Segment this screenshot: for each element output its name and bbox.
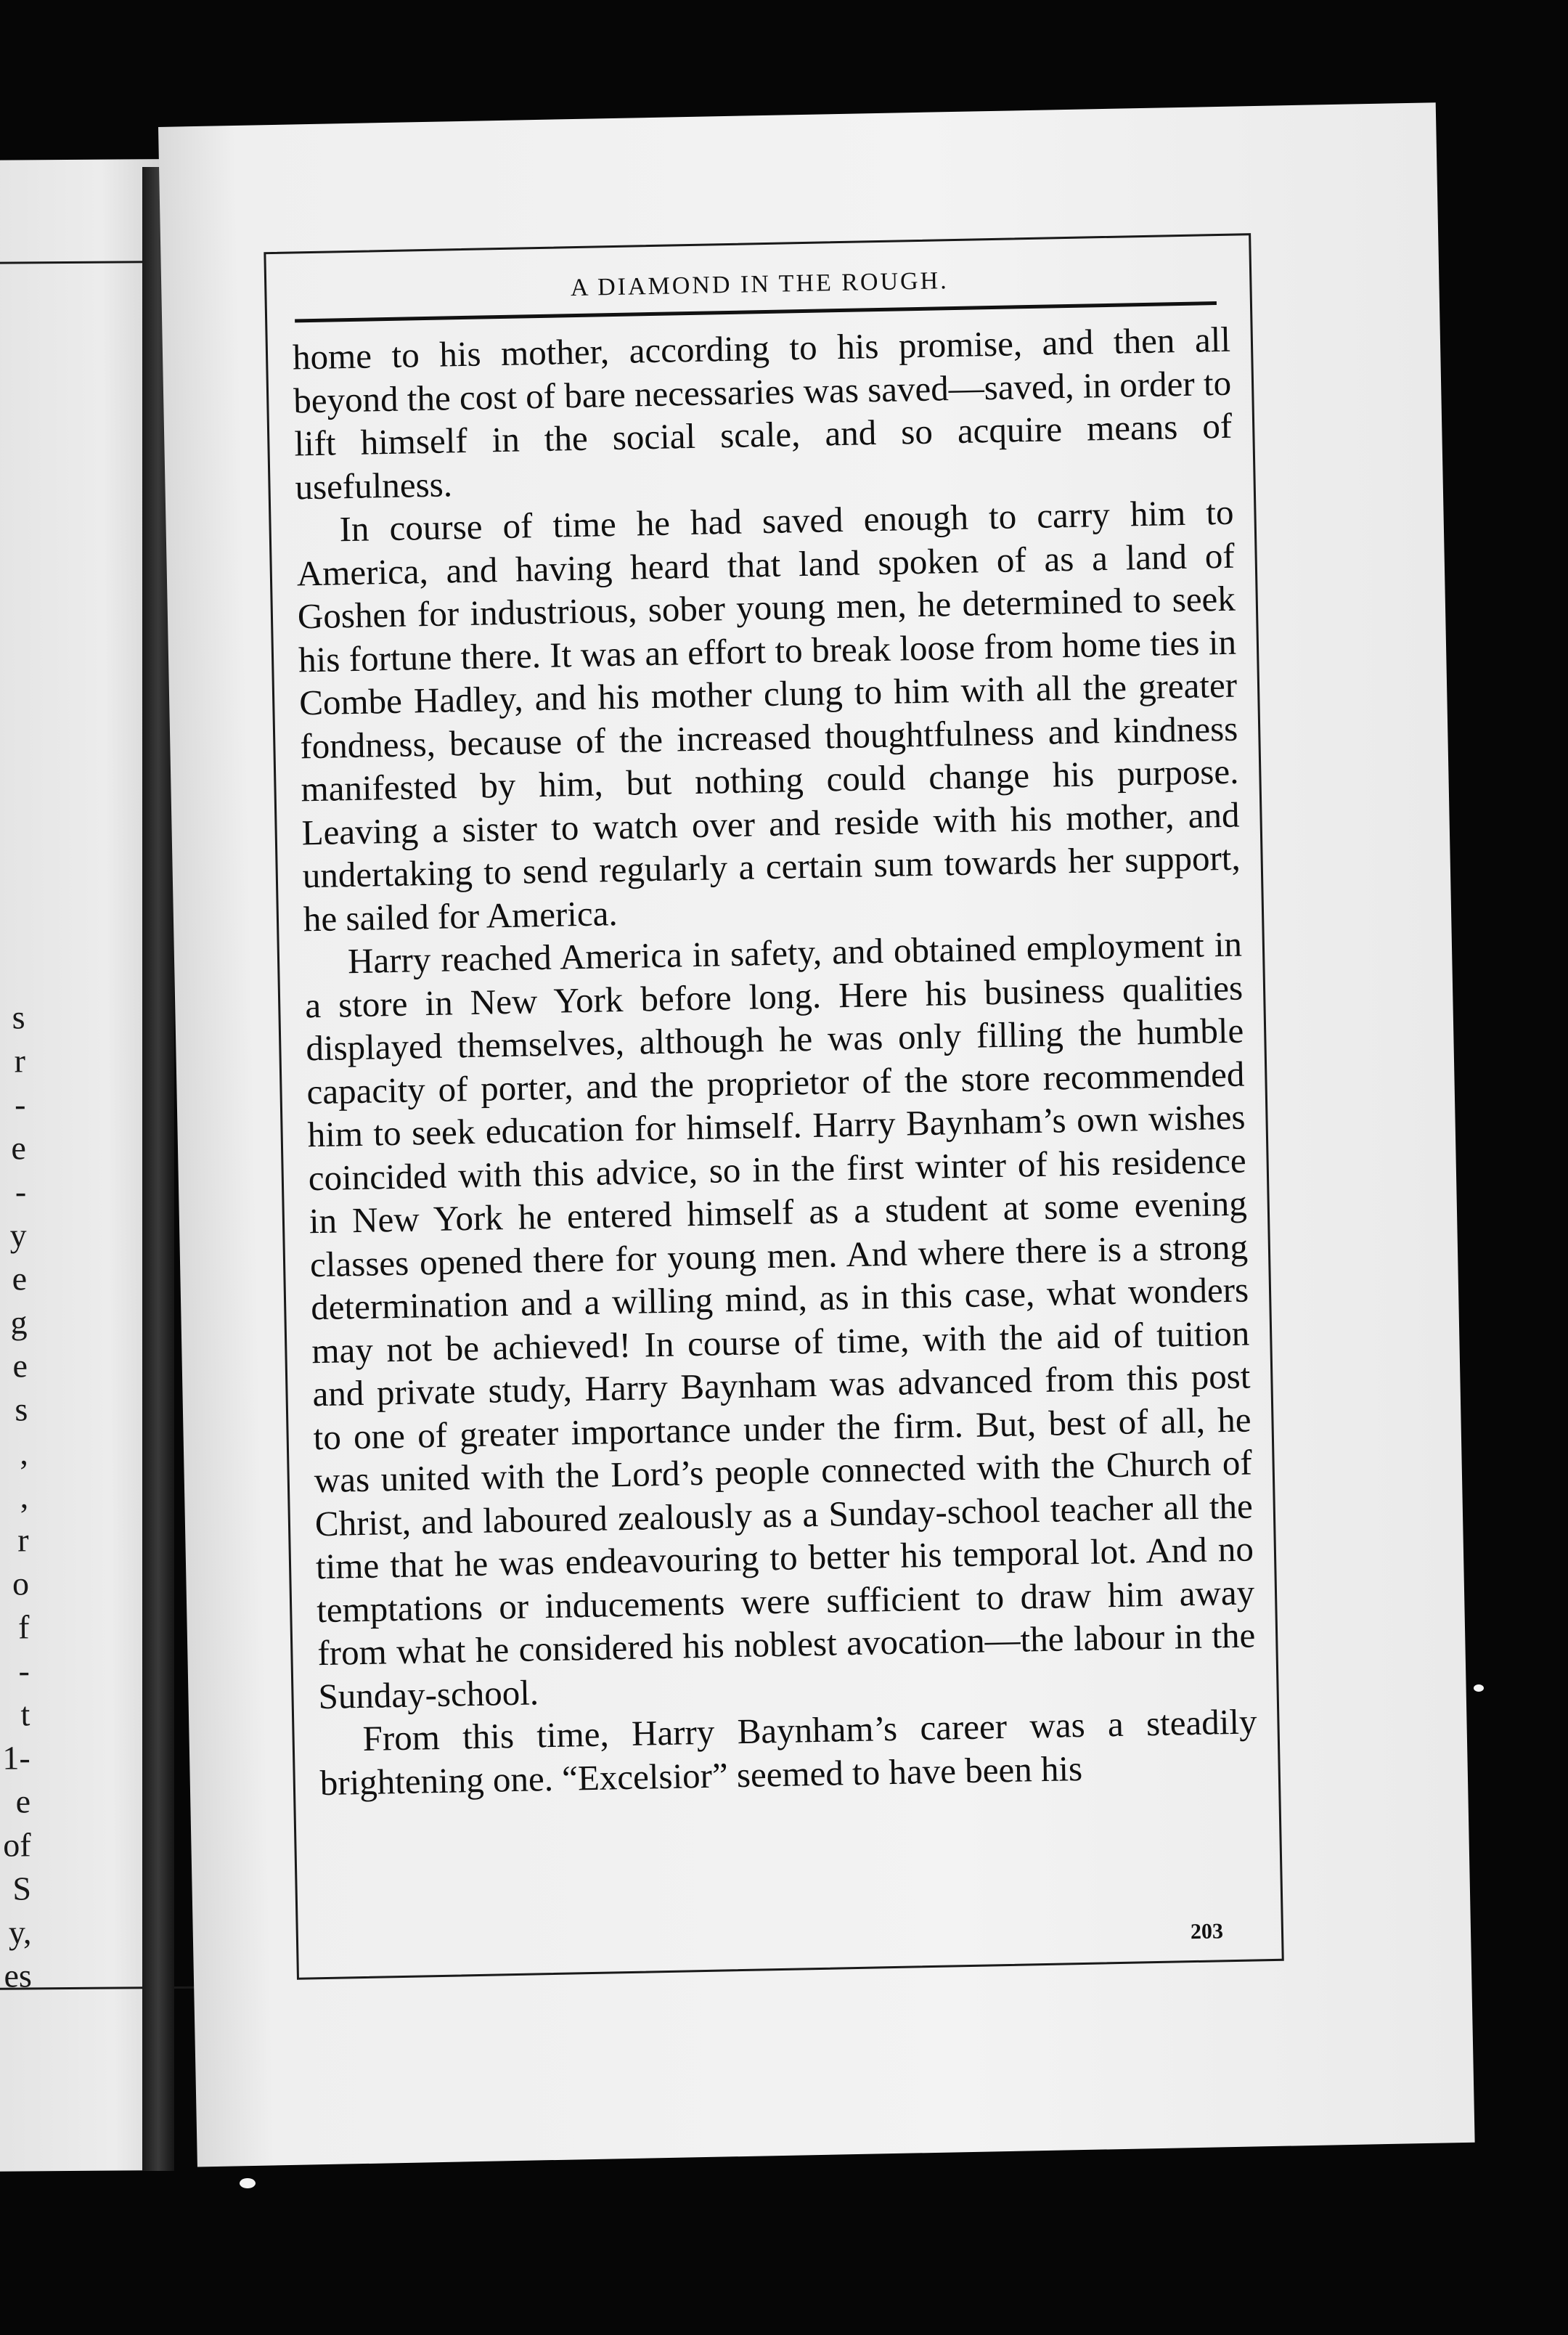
dust-speck [1474,1684,1484,1692]
left-page-glyph: e [15,1782,31,1820]
body-text [293,318,1259,1804]
left-page-glyph: t [20,1695,30,1733]
left-page-glyph: - [15,1173,27,1210]
left-page-glyph: o [12,1565,30,1602]
left-page-glyph: S [12,1870,32,1907]
left-page-glyph: y, [8,1913,32,1951]
left-page-glyph: 1- [2,1739,30,1777]
page-number: 203 [1190,1919,1224,1944]
left-page-glyph: e [12,1347,28,1385]
left-page-glyph: r [17,1521,29,1559]
left-page-glyph: s [15,1390,28,1428]
left-page-glyph: s [12,998,25,1036]
left-page-glyph: , [20,1434,28,1472]
paragraph: From this time, Harry Baynham’s career was a steadily brightening one. “Excelsior” seemed to have been his [319,1701,1257,1803]
paragraph: home to his mother, according to his promise, and then all beyond the cost of bare necessaries was saved—saved, in order to lift himself in the social scale, and so acquire means of usefulness. [292,319,1233,507]
running-head: A DIAMOND IN THE ROUGH. [570,267,949,302]
dust-speck [240,2178,256,2188]
left-page-glyph: , [20,1478,29,1515]
left-page-glyph: f [17,1608,30,1646]
paragraph: In course of time he had saved enough to carry him to America, and having heard that land spoken of as a land of Goshen for industrious, sober young men, he determined to seek his fortune there. It was an effort to break loose from home ties in Combe Hadley, and his mother clung to him with all the greater fondness, because of the increased thoughtfulness and kindness manifested by him, but nothing could change his purpose. Leaving a sister to watch over and reside with his mother, and undertaking to send regularly a certain sum towards her support, he sailed for America. [296,492,1241,939]
left-page-glyph: - [14,1085,26,1123]
left-page-glyph: es [4,1957,32,1994]
left-page-glyph: - [18,1652,30,1690]
left-page-glyph: y [9,1216,27,1254]
left-page-glyph: r [14,1042,26,1080]
book-page [158,102,1475,2167]
left-page-glyph: e [12,1260,28,1297]
page-frame [264,233,1283,1980]
paragraph: Harry reached America in safety, and obtained employment in a store in New York before long. Here his business qualities displayed themselves, although he was only filling the humble capacity of porter, and the proprietor of the store recommended him to seek education for himself. Harry Baynham’s own wishes coincided with this advice, so in the first winter of his residence in New York he entered himself as a student at some evening classes opened there for young men. And where there is a strong determination and a willing mind, as in this case, what wonders may not be achieved! In course of time, with the aid of tuition and private study, Harry Baynham was advanced from this post to one of greater importance under the firm. But, best of all, he was united with the Lord’s people connected with the Church of Christ, and laboured zealously as a Sunday-school teacher all the time that he was endeavouring to better his temporal lot. And no temptations or inducements were sufficient to draw him away from what he considered his noblest avocation—the labour in the Sunday-school. [304,924,1256,1716]
left-page-glyph: e [11,1129,27,1167]
left-page-glyph: g [10,1303,28,1341]
left-page-glyph: of [3,1826,31,1864]
